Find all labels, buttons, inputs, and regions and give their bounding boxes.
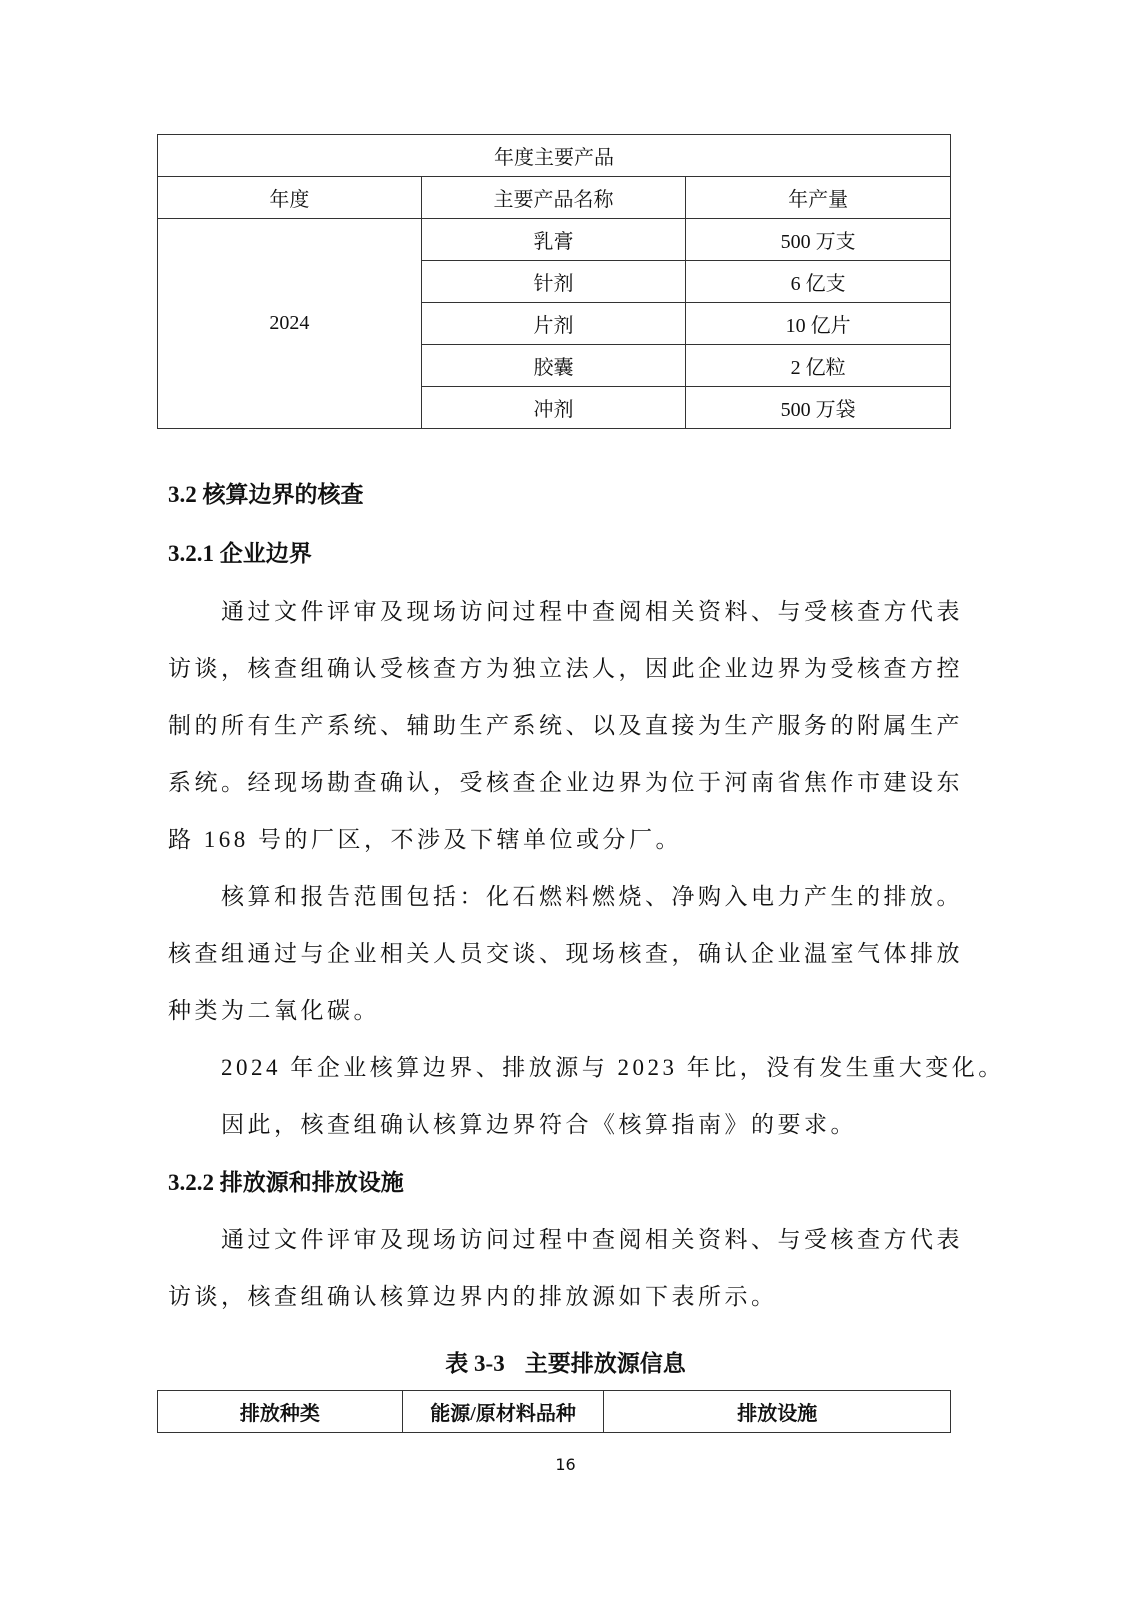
header-energy-material: 能源/原材料品种	[402, 1391, 604, 1433]
paragraph-line: 核算和报告范围包括：化石燃料燃烧、净购入电力产生的排放。	[221, 884, 963, 909]
product-output: 500 万支	[686, 219, 951, 261]
table-title: 年度主要产品	[158, 135, 951, 177]
emission-sources-table	[157, 1390, 951, 1433]
caption-title: 主要排放源信息	[524, 1351, 686, 1376]
paragraph-line: 访谈，核查组确认受核查方为独立法人，因此企业边界为受核查方控	[168, 656, 963, 681]
paragraph-line: 因此，核查组确认核算边界符合《核算指南》的要求。	[221, 1112, 857, 1137]
product-output: 2 亿粒	[686, 345, 951, 387]
header-emission-type: 排放种类	[158, 1391, 403, 1433]
page-number: 16	[555, 1455, 576, 1474]
product-name: 乳膏	[421, 219, 686, 261]
table-caption	[0, 1345, 1131, 1378]
product-name: 冲剂	[421, 387, 686, 429]
year-cell: 2024	[158, 219, 422, 429]
section-heading-3-2-1: 3.2.1 企业边界	[168, 541, 312, 566]
header-output: 年产量	[686, 177, 951, 219]
paragraph-line: 核查组通过与企业相关人员交谈、现场核查，确认企业温室气体排放	[168, 941, 963, 966]
product-name: 针剂	[421, 261, 686, 303]
paragraph-line: 系统。经现场勘查确认，受核查企业边界为位于河南省焦作市建设东	[168, 770, 963, 795]
header-product: 主要产品名称	[421, 177, 686, 219]
product-output: 500 万袋	[686, 387, 951, 429]
paragraph-line: 访谈，核查组确认核算边界内的排放源如下表所示。	[168, 1284, 778, 1309]
product-name: 片剂	[421, 303, 686, 345]
paragraph-line: 制的所有生产系统、辅助生产系统、以及直接为生产服务的附属生产	[168, 713, 963, 738]
header-year: 年度	[158, 177, 422, 219]
paragraph-line: 路 168 号的厂区，不涉及下辖单位或分厂。	[168, 827, 682, 852]
annual-products-table	[157, 134, 951, 429]
caption-number: 表 3-3	[445, 1351, 505, 1376]
paragraph-line: 2024 年企业核算边界、排放源与 2023 年比，没有发生重大变化。	[221, 1055, 1005, 1080]
header-emission-facility: 排放设施	[604, 1391, 951, 1433]
paragraph-line: 通过文件评审及现场访问过程中查阅相关资料、与受核查方代表	[221, 599, 963, 624]
paragraph-line: 通过文件评审及现场访问过程中查阅相关资料、与受核查方代表	[221, 1227, 963, 1252]
product-output: 10 亿片	[686, 303, 951, 345]
paragraph-line: 种类为二氧化碳。	[168, 998, 380, 1023]
product-output: 6 亿支	[686, 261, 951, 303]
section-heading-3-2-2: 3.2.2 排放源和排放设施	[168, 1170, 404, 1195]
product-name: 胶囊	[421, 345, 686, 387]
table-row	[158, 219, 951, 261]
section-heading-3-2: 3.2 核算边界的核查	[168, 482, 364, 507]
